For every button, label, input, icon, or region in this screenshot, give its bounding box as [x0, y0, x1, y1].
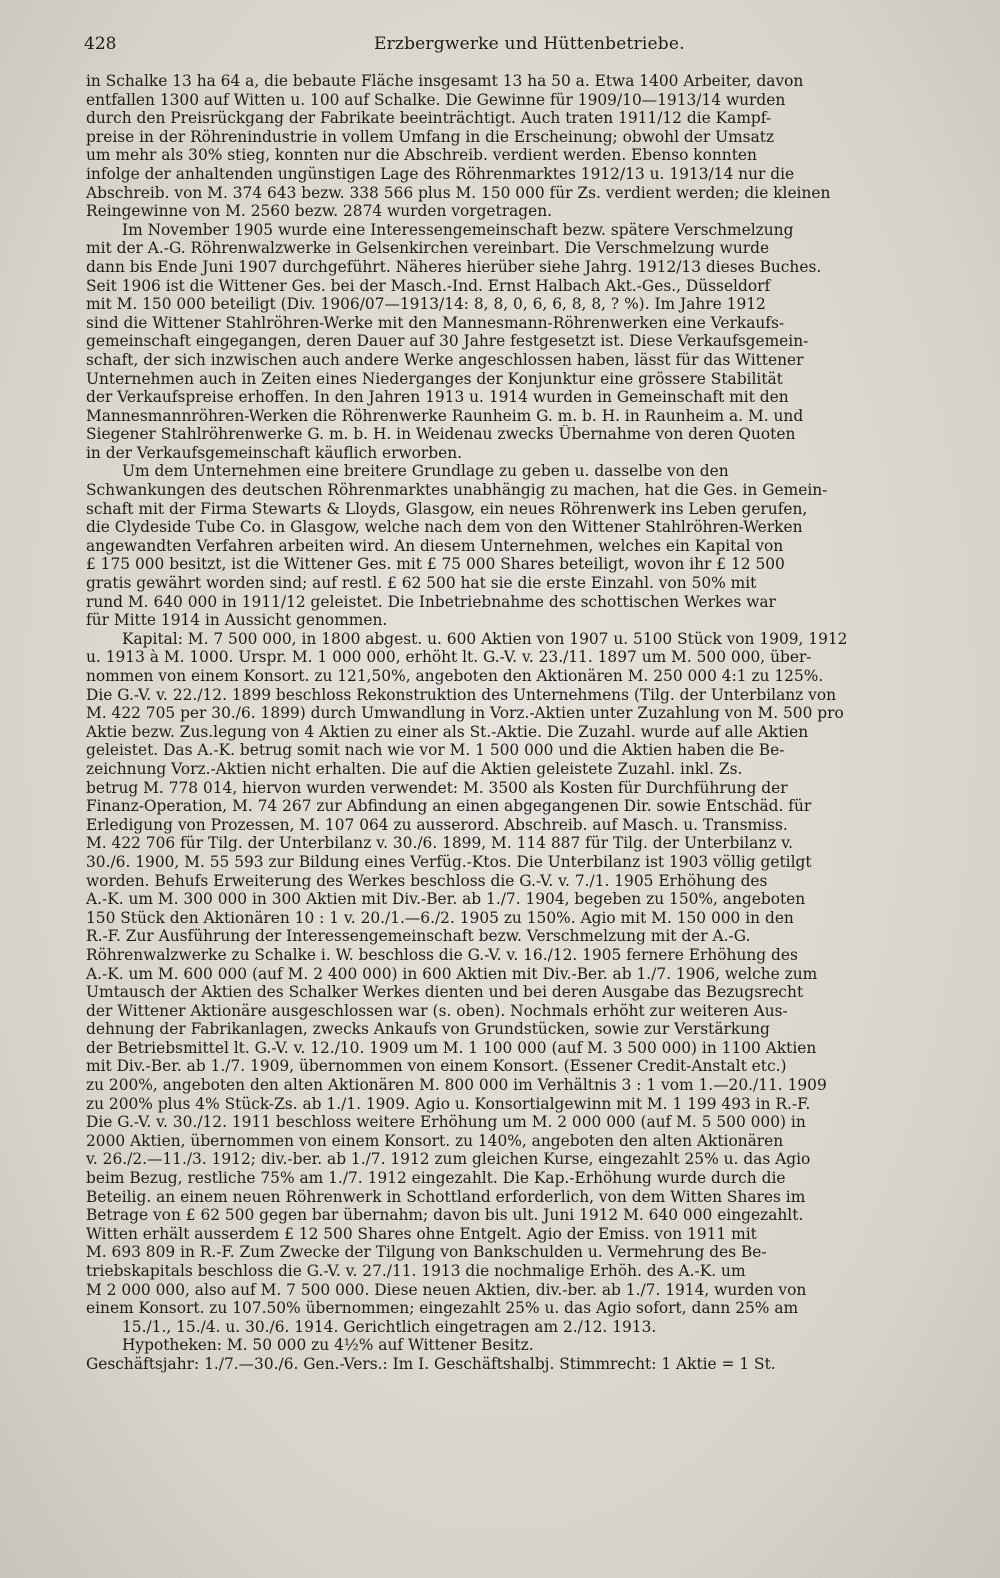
text-line: Im November 1905 wurde eine Interessengemeinschaft bezw. spätere Verschmelzung	[122, 220, 794, 239]
text-line: mit der A.-G. Röhrenwalzwerke in Gelsenkirchen vereinbart. Die Verschmelzung wurde	[86, 239, 770, 258]
text-line: Witten erhält ausserdem £ 12 500 Shares ohne Entgelt. Agio der Emiss. von 1911 mit	[86, 1224, 757, 1243]
text-line: triebskapitals beschloss die G.-V. v. 27./11. 1913 die nochmalige Erhöh. des A.-K. um	[86, 1262, 746, 1280]
text-line: der Verkaufspreise erhoffen. In den Jahren 1913 u. 1914 wurden in Gemeinschaft mit den	[86, 388, 789, 407]
text-line: Abschreib. von M. 374 643 bezw. 338 566 plus M. 150 000 für Zs. verdient werden; die kleinen	[86, 183, 831, 202]
text-line: mit M. 150 000 beteiligt (Div. 1906/07—1913/14: 8, 8, 0, 6, 6, 8, 8, ? %). Im Jahre 1912	[86, 295, 766, 314]
text-line: Hypotheken: M. 50 000 zu 4½% auf Wittener Besitz.	[122, 1336, 534, 1355]
text-line: Schwankungen des deutschen Röhrenmarktes unabhängig zu machen, hat die Ges. in Gemein-	[86, 481, 828, 500]
text-line: durch den Preisrückgang der Fabrikate beeinträchtigt. Auch traten 1911/12 die Kampf-	[86, 109, 772, 128]
text-line: Reingewinne von M. 2560 bezw. 2874 wurden vorgetragen.	[86, 202, 553, 221]
text-line: M. 693 809 in R.-F. Zum Zwecke der Tilgung von Bankschulden u. Vermehrung des Be-	[86, 1243, 767, 1262]
text-line: preise in der Röhrenindustrie in vollem Umfang in die Erscheinung; obwohl der Umsatz	[86, 127, 775, 146]
text-line: infolge der anhaltenden ungünstigen Lage des Röhrenmarktes 1912/13 u. 1913/14 nur die	[86, 164, 795, 183]
text-line: Beteilig. an einem neuen Röhrenwerk in Schottland erforderlich, von dem Witten Shares im	[86, 1187, 806, 1206]
text-line: Betrage von £ 62 500 gegen bar übernahm; davon bis ult. Juni 1912 M. 640 000 eingezahlt.	[86, 1206, 804, 1225]
body-text	[86, 72, 962, 1374]
text-line: R.-F. Zur Ausführung der Interessengemeinschaft bezw. Verschmelzung mit der A.-G.	[86, 927, 751, 946]
text-line: die Clydeside Tube Co. in Glasgow, welche nach dem von den Wittener Stahlröhren-Werken	[86, 518, 803, 537]
text-line: der Wittener Aktionäre ausgeschlossen war (s. oben). Nochmals erhöht zur weiteren Aus-	[86, 1001, 788, 1020]
text-line: Umtausch der Aktien des Schalker Werkes dienten und bei deren Ausgabe das Bezugsrecht	[86, 983, 804, 1002]
text-line: um mehr als 30% stieg, konnten nur die Abschreib. verdient werden. Ebenso konnten	[86, 146, 757, 165]
text-line: 30./6. 1900, M. 55 593 zur Bildung eines Verfüg.-Ktos. Die Unterbilanz ist 1903 völlig getilgt	[86, 852, 812, 871]
text-line: mit Div.-Ber. ab 1./7. 1909, übernommen von einem Konsort. (Essener Credit-Anstalt etc.)	[86, 1057, 787, 1076]
text-line: betrug M. 778 014, hiervon wurden verwendet: M. 3500 als Kosten für Durchführung der	[86, 778, 788, 797]
text-line: für Mitte 1914 in Aussicht genommen.	[86, 611, 388, 630]
text-line: Seit 1906 ist die Wittener Ges. bei der Masch.-Ind. Ernst Halbach Akt.-Ges., Düsseldorf	[86, 276, 771, 295]
text-line: zu 200%, angeboten den alten Aktionären M. 800 000 im Verhältnis 3 : 1 vom 1.—20./11. 1909	[86, 1076, 827, 1095]
text-line: M 2 000 000, also auf M. 7 500 000. Diese neuen Aktien, div.-ber. ab 1./7. 1914, wurden von	[86, 1280, 807, 1299]
text-line: 15./1., 15./4. u. 30./6. 1914. Gerichtlich eingetragen am 2./12. 1913.	[122, 1317, 657, 1336]
text-line: Die G.-V. v. 22./12. 1899 beschloss Rekonstruktion des Unternehmens (Tilg. der Unterbilanz von	[86, 685, 837, 704]
text-line: £ 175 000 besitzt, ist die Wittener Ges. mit £ 75 000 Shares beteiligt, wovon ihr £ 12 500	[86, 555, 785, 574]
text-line: Mannesmannröhren-Werken die Röhrenwerke Raunheim G. m. b. H. in Raunheim a. M. und	[86, 406, 804, 425]
text-line: einem Konsort. zu 107.50% übernommen; eingezahlt 25% u. das Agio sofort, dann 25% am	[86, 1299, 799, 1318]
text-line: u. 1913 à M. 1000. Urspr. M. 1 000 000, erhöht lt. G.-V. v. 23./11. 1897 um M. 500 000, über-	[86, 648, 812, 667]
text-line: nommen von einem Konsort. zu 121,50%, angeboten den Aktionären M. 250 000 4:1 zu 125%.	[86, 667, 824, 685]
text-line: Unternehmen auch in Zeiten eines Niederganges der Konjunktur eine grössere Stabilität	[86, 369, 783, 388]
text-line: Kapital: M. 7 500 000, in 1800 abgest. u. 600 Aktien von 1907 u. 5100 Stück von 1909, 1912	[122, 629, 848, 648]
text-line: zeichnung Vorz.-Aktien nicht erhalten. Die auf die Aktien geleistete Zuzahl. inkl. Zs.	[86, 759, 743, 778]
text-line: Aktie bezw. Zus.legung von 4 Aktien zu einer als St.-Aktie. Die Zuzahl. wurde auf alle Aktien	[86, 722, 809, 741]
text-line: rund M. 640 000 in 1911/12 geleistet. Die Inbetriebnahme des schottischen Werkes war	[86, 592, 776, 611]
text-line: schaft, der sich inzwischen auch andere Werke angeschlossen haben, lässt für das Wittener	[86, 350, 804, 369]
page-header	[84, 34, 960, 58]
text-line: dehnung der Fabrikanlagen, zwecks Ankaufs von Grundstücken, sowie zur Verstärkung	[86, 1020, 770, 1039]
text-line: Finanz-Operation, M. 74 267 zur Abfindung an einen abgegangenen Dir. sowie Entschäd. für	[86, 797, 812, 816]
text-line: in der Verkaufsgemeinschaft käuflich erworben.	[86, 443, 463, 462]
text-line: A.-K. um M. 300 000 in 300 Aktien mit Div.-Ber. ab 1./7. 1904, begeben zu 150%, angeboten	[86, 890, 806, 909]
text-line: angewandten Verfahren arbeiten wird. An diesem Unternehmen, welches ein Kapital von	[86, 536, 784, 555]
text-line: beim Bezug, restliche 75% am 1./7. 1912 eingezahlt. Die Kap.-Erhöhung wurde durch die	[86, 1169, 786, 1188]
running-head: Erzbergwerke und Hüttenbetriebe.	[374, 34, 685, 54]
text-line: in Schalke 13 ha 64 a, die bebaute Fläche insgesamt 13 ha 50 a. Etwa 1400 Arbeiter, davon	[86, 72, 804, 90]
text-line: 2000 Aktien, übernommen von einem Konsort. zu 140%, angeboten den alten Aktionären	[86, 1131, 784, 1150]
text-line: dann bis Ende Juni 1907 durchgeführt. Näheres hierüber siehe Jahrg. 1912/13 dieses Buches.	[86, 257, 822, 276]
text-line: 150 Stück den Aktionären 10 : 1 v. 20./1.—6./2. 1905 zu 150%. Agio mit M. 150 000 in den	[86, 908, 794, 927]
page-number: 428	[84, 34, 117, 54]
text-line: M. 422 706 für Tilg. der Unterbilanz v. 30./6. 1899, M. 114 887 für Tilg. der Unterbilanz v.	[86, 834, 794, 853]
text-line: Geschäftsjahr: 1./7.—30./6. Gen.-Vers.: Im I. Geschäftshalbj. Stimmrecht: 1 Aktie = 1 St.	[86, 1354, 776, 1373]
text-line: gemeinschaft eingegangen, deren Dauer auf 30 Jahre festgesetzt ist. Diese Verkaufsgemein-	[86, 332, 809, 351]
text-line: Siegener Stahlröhrenwerke G. m. b. H. in Weidenau zwecks Übernahme von deren Quoten	[86, 425, 796, 444]
text-line: schaft mit der Firma Stewarts & Lloyds, Glasgow, ein neues Röhrenwerk ins Leben gerufen,	[86, 499, 808, 518]
text-line: worden. Behufs Erweiterung des Werkes beschloss die G.-V. v. 7./1. 1905 Erhöhung des	[86, 871, 768, 890]
text-line: der Betriebsmittel lt. G.-V. v. 12./10. 1909 um M. 1 100 000 (auf M. 3 500 000) in 1100 Aktien	[86, 1038, 817, 1057]
text-line: Röhrenwalzwerke zu Schalke i. W. beschloss die G.-V. v. 16./12. 1905 fernere Erhöhung des	[86, 945, 798, 964]
text-line: entfallen 1300 auf Witten u. 100 auf Schalke. Die Gewinne für 1909/10—1913/14 wurden	[86, 90, 786, 109]
text-line: M. 422 705 per 30./6. 1899) durch Umwandlung in Vorz.-Aktien unter Zuzahlung von M. 500 pro	[86, 704, 844, 723]
text-line: gratis gewährt worden sind; auf restl. £ 62 500 hat sie die erste Einzahl. von 50% mit	[86, 574, 757, 593]
text-line: v. 26./2.—11./3. 1912; div.-ber. ab 1./7. 1912 zum gleichen Kurse, eingezahlt 25% u. das Agio	[86, 1150, 811, 1169]
text-line: geleistet. Das A.-K. betrug somit nach wie vor M. 1 500 000 und die Aktien haben die Be-	[86, 741, 785, 760]
text-line: Die G.-V. v. 30./12. 1911 beschloss weitere Erhöhung um M. 2 000 000 (auf M. 5 500 000) in	[86, 1113, 806, 1132]
text-line: zu 200% plus 4% Stück-Zs. ab 1./1. 1909. Agio u. Konsortialgewinn mit M. 1 199 493 in R.-F.	[86, 1094, 811, 1113]
text-line: Um dem Unternehmen eine breitere Grundlage zu geben u. dasselbe von den	[122, 462, 729, 481]
text-line: sind die Wittener Stahlröhren-Werke mit den Mannesmann-Röhrenwerken eine Verkaufs-	[86, 313, 785, 332]
text-line: Erledigung von Prozessen, M. 107 064 zu ausserord. Abschreib. auf Masch. u. Transmiss.	[86, 815, 788, 834]
text-line: A.-K. um M. 600 000 (auf M. 2 400 000) in 600 Aktien mit Div.-Ber. ab 1./7. 1906, welche zum	[86, 964, 818, 983]
